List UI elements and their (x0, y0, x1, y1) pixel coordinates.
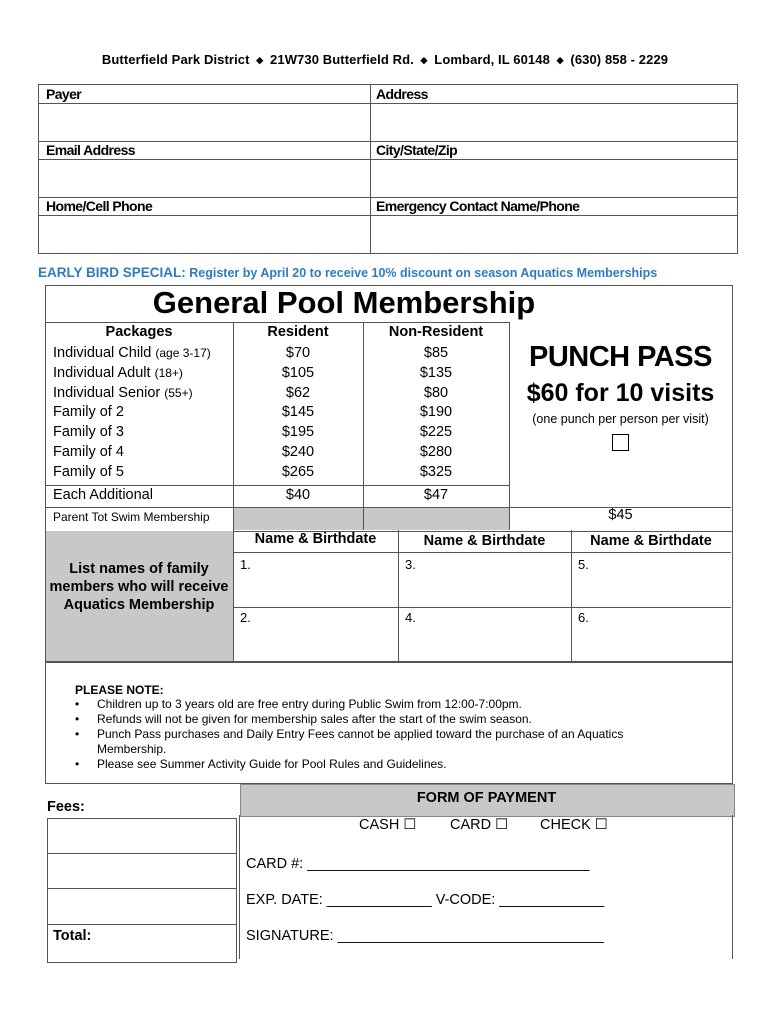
gray-cell (234, 508, 363, 530)
fee-field-2[interactable] (47, 853, 237, 889)
notes-heading: PLEASE NOTE: (75, 683, 164, 697)
email-label: Email Address (46, 142, 135, 158)
note-item: • Children up to 3 years old are free entry during Public Swim from 12:00-7:00pm. (75, 697, 675, 712)
note-item: • Please see Summer Activity Guide for Pool Rules and Guidelines. (75, 757, 675, 772)
emergency-contact-label: Emergency Contact Name/Phone (376, 198, 580, 214)
resident-price: $40 (285, 487, 311, 503)
resident-price: $240 (281, 444, 315, 460)
parent-tot-label: Parent Tot Swim Membership (53, 510, 210, 524)
resident-price: $145 (281, 404, 315, 420)
payer-field[interactable] (40, 104, 369, 141)
note-item: • Refunds will not be given for membership sales after the start of the swim season. (75, 712, 675, 727)
name-slot-number: 5. (578, 557, 589, 572)
contact-table (38, 84, 738, 254)
name-field-6[interactable] (572, 608, 730, 661)
diamond-separator-icon: ◆ (256, 55, 264, 65)
name-field-1[interactable] (234, 553, 398, 607)
diamond-separator-icon: ◆ (420, 55, 428, 65)
name-birthdate-header: Name & Birthdate (254, 531, 377, 547)
non-resident-price: $80 (423, 385, 449, 401)
punch-pass-title: PUNCH PASS (529, 341, 712, 373)
fee-field-3[interactable] (47, 888, 237, 925)
fees-label: Fees: (47, 799, 85, 815)
emergency-contact-field[interactable] (371, 216, 736, 252)
signature-field[interactable]: SIGNATURE: _________________________________ (246, 928, 604, 944)
page-header (0, 52, 770, 67)
cash-option[interactable]: CASH ☐ (359, 817, 417, 833)
non-resident-price: $280 (419, 444, 453, 460)
email-field[interactable] (40, 160, 369, 197)
resident-price: $195 (281, 424, 315, 440)
punch-pass-checkbox[interactable] (612, 434, 629, 451)
early-bird-text: Register by April 20 to receive 10% discount on season Aquatics Memberships (189, 266, 658, 280)
phone-field[interactable] (40, 216, 369, 252)
package-name: Family of 3 (53, 424, 124, 440)
parent-tot-price: $45 (608, 507, 633, 523)
gray-cell (364, 508, 509, 530)
package-name: Individual Senior (55+) (53, 385, 193, 401)
phone-label: Home/Cell Phone (46, 198, 153, 214)
org-phone: (630) 858 - 2229 (570, 52, 669, 67)
address-field[interactable] (371, 104, 736, 141)
name-birthdate-header: Name & Birthdate (590, 533, 712, 549)
fee-field-1[interactable] (47, 818, 237, 854)
list-names-label: List names of family members who will receive Aquatics Membership (49, 561, 229, 613)
org-street: 21W730 Butterfield Rd. (270, 52, 414, 67)
address-label: Address (376, 86, 428, 102)
non-resident-header: Non-Resident (388, 324, 484, 340)
check-option[interactable]: CHECK ☐ (540, 817, 608, 833)
non-resident-price: $47 (423, 487, 449, 503)
resident-price: $70 (285, 345, 311, 361)
payer-label: Payer (46, 86, 82, 102)
package-name: Family of 2 (53, 404, 124, 420)
membership-title: General Pool Membership (152, 285, 536, 320)
name-field-2[interactable] (234, 608, 398, 661)
package-name: Individual Child (age 3-17) (53, 345, 211, 361)
city-state-zip-field[interactable] (371, 160, 736, 197)
name-birthdate-header: Name & Birthdate (423, 533, 546, 549)
name-slot-number: 2. (240, 610, 251, 625)
total-label: Total: (53, 928, 92, 944)
non-resident-price: $190 (419, 404, 453, 420)
package-name: Family of 5 (53, 464, 124, 480)
non-resident-price: $85 (423, 345, 449, 361)
org-city: Lombard, IL 60148 (434, 52, 550, 67)
name-field-5[interactable] (572, 553, 730, 607)
exp-vcode-field[interactable]: EXP. DATE: _____________ V-CODE: _____________ (246, 892, 605, 908)
card-option[interactable]: CARD ☐ (450, 817, 509, 833)
note-item: • Punch Pass purchases and Daily Entry Fees cannot be applied toward the purchase of an Aquatics Membership. (75, 727, 675, 757)
name-slot-number: 4. (405, 610, 416, 625)
punch-pass-note: (one punch per person per visit) (532, 412, 709, 426)
resident-price: $62 (285, 385, 311, 401)
name-slot-number: 3. (405, 557, 416, 572)
org-name: Butterfield Park District (101, 52, 250, 67)
resident-price: $265 (281, 464, 315, 480)
card-number-field[interactable]: CARD #: ___________________________________ (246, 856, 590, 872)
non-resident-price: $325 (419, 464, 453, 480)
resident-price: $105 (281, 365, 315, 381)
payment-title: FORM OF PAYMENT (416, 790, 557, 806)
non-resident-price: $225 (419, 424, 453, 440)
package-name: Individual Adult (18+) (53, 365, 183, 381)
package-name: Each Additional (53, 487, 153, 503)
punch-pass-price: $60 for 10 visits (526, 379, 715, 407)
name-field-4[interactable] (399, 608, 571, 661)
early-bird-banner (38, 265, 738, 280)
non-resident-price: $135 (419, 365, 453, 381)
city-state-zip-label: City/State/Zip (376, 142, 458, 158)
diamond-separator-icon: ◆ (556, 55, 564, 65)
packages-header: Packages (105, 324, 173, 340)
name-slot-number: 1. (240, 557, 251, 572)
notes-list (75, 697, 675, 772)
resident-header: Resident (267, 324, 329, 340)
name-field-3[interactable] (399, 553, 571, 607)
name-slot-number: 6. (578, 610, 589, 625)
package-name: Family of 4 (53, 444, 124, 460)
early-bird-label: EARLY BIRD SPECIAL: (38, 265, 186, 280)
